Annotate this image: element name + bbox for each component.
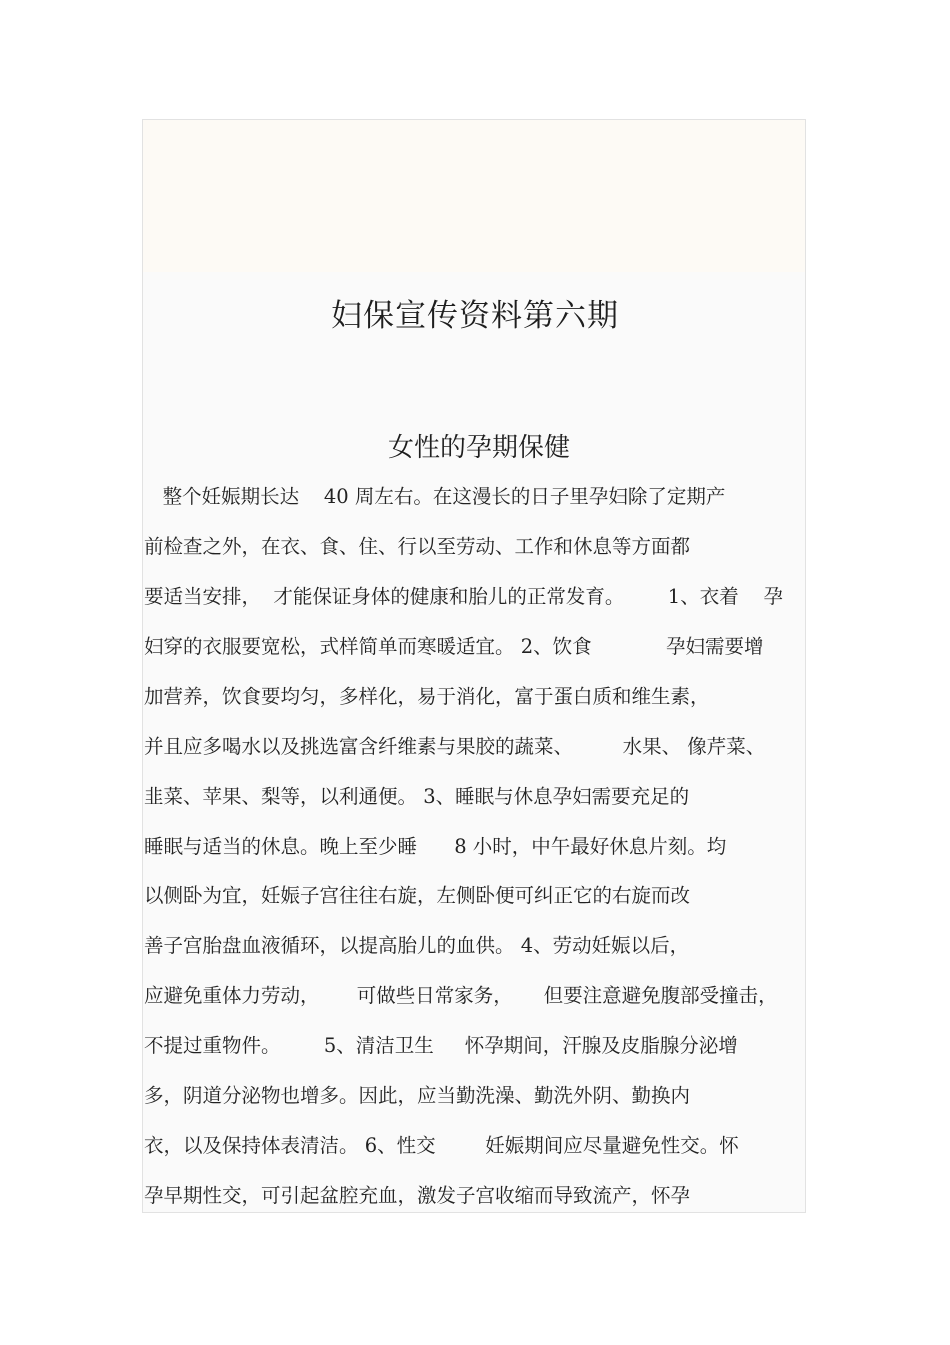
body-line: 睡眠与适当的休息。晚上至少睡 8 小时，中午最好休息片刻。均 (144, 835, 727, 858)
body-line: 多，阴道分泌物也增多。因此，应当勤洗澡、勤洗外阴、勤换内 (144, 1084, 691, 1107)
header-band (143, 120, 805, 272)
document-title: 妇保宣传资料第六期 (331, 298, 619, 334)
body-line: 前检查之外，在衣、食、住、行以至劳动、工作和休息等方面都 (144, 535, 691, 558)
body-line: 整个妊娠期长达 40 周左右。在这漫长的日子里孕妇除了定期产 (144, 485, 726, 508)
body-line: 不提过重物件。 5、清洁卫生 怀孕期间，汗腺及皮脂腺分泌增 (144, 1034, 738, 1057)
body-line: 并且应多喝水以及挑选富含纤维素与果胶的蔬菜、 水果、 像芹菜、 (144, 735, 766, 758)
body-line: 加营养，饮食要均匀，多样化，易于消化，富于蛋白质和维生素， (144, 685, 710, 708)
body-line: 应避免重体力劳动， 可做些日常家务， 但要注意避免腹部受撞击， (144, 984, 778, 1007)
body-line: 妇穿的衣服要宽松，式样简单而寒暖适宜。 2、饮食 孕妇需要增 (144, 635, 764, 658)
body-line: 以侧卧为宜，妊娠子宫往往右旋，左侧卧便可纠正它的右旋而改 (144, 884, 691, 907)
section-title: 女性的孕期保健 (387, 433, 570, 463)
body-line: 孕早期性交，可引起盆腔充血，激发子宫收缩而导致流产，怀孕 (144, 1184, 691, 1207)
body-line: 韭菜、苹果、梨等，以利通便。 3、睡眠与休息孕妇需要充足的 (144, 785, 690, 808)
body-line: 要适当安排， 才能保证身体的健康和胎儿的正常发育。 1、衣着 孕 (144, 585, 783, 608)
body-line: 善子宫胎盘血液循环，以提高胎儿的血供。 4、劳动妊娠以后， (144, 934, 690, 957)
body-line: 衣，以及保持体表清洁。 6、性交 妊娠期间应尽量避免性交。怀 (144, 1134, 739, 1157)
